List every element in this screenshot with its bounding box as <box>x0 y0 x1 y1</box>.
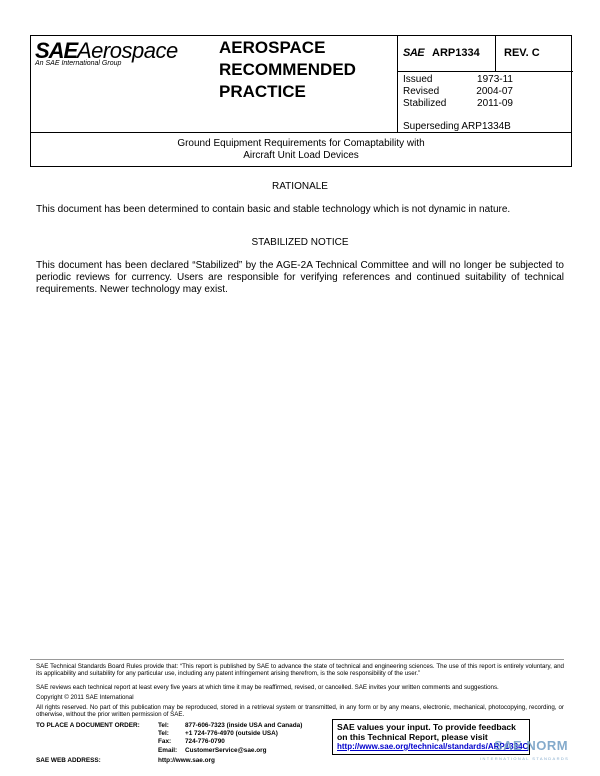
date-row <box>403 74 513 86</box>
footer-rights: All rights reserved. No part of this publication may be reproduced, stored in a retrieval system or transmitted, in any form or by any means, electronic, mechanical, photocopying, recording, or otherwise, without the prior written permission of SAE. <box>36 704 564 719</box>
feedback-link[interactable]: http://www.sae.org/technical/standards/ARP1334C <box>337 742 529 751</box>
document-number: ARP1334 <box>432 47 480 59</box>
contact-key: Fax: <box>158 738 172 746</box>
web-address-link[interactable]: http://www.sae.org <box>158 757 215 764</box>
date-label: Revised <box>403 86 440 97</box>
document-title-line: Aircraft Unit Load Devices <box>243 150 359 161</box>
contact-value: 877-606-7323 (inside USA and Canada) <box>185 722 303 729</box>
feedback-text: on this Technical Report, please visit <box>337 732 488 742</box>
feedback-text: SAE values your input. To provide feedback <box>337 722 516 732</box>
contact-row <box>158 747 302 755</box>
stabilized-text: This document has been declared “Stabilized” by the AGE-2A Technical Committee and will no longer be subjected to periodic reviews for currency. Users are responsible for verifying references and continued suitability of technical requirements. Newer technology may exist. <box>36 260 564 295</box>
title-line: PRACTICE <box>219 82 306 101</box>
footer-review: SAE reviews each technical report at least every five years at which time it may be reaffirmed, revised, or cancelled. SAE invites your written comments and suggestions. <box>36 684 499 691</box>
date-value: 2011-09 <box>477 98 513 109</box>
document-title <box>30 138 572 162</box>
contact-row <box>158 722 302 730</box>
contact-value: +1 724-776-4970 (outside USA) <box>185 730 278 738</box>
header-divider <box>397 71 573 72</box>
logo-sae: SAE <box>35 38 78 63</box>
web-address-label: SAE WEB ADDRESS: <box>36 757 101 764</box>
revision-label: REV. C <box>504 47 540 59</box>
date-row <box>403 86 513 98</box>
contact-email[interactable]: CustomerService@sae.org <box>185 746 267 754</box>
rationale-text: This document has been determined to contain basic and stable technology which is not dynamic in nature. <box>36 204 511 215</box>
date-block <box>403 74 513 110</box>
footer-copyright: Copyright © 2011 SAE International <box>36 694 134 701</box>
title-line: AEROSPACE <box>219 38 326 57</box>
stabilized-heading: STABILIZED NOTICE <box>251 237 349 248</box>
watermark-subtext: INTERNATIONAL STANDARDS <box>480 756 570 761</box>
date-value: 1973-11 <box>477 74 513 85</box>
date-value: 2004-07 <box>476 86 513 97</box>
superseding-note: Superseding ARP1334B <box>403 121 511 132</box>
footer-rules: SAE Technical Standards Board Rules provide that: “This report is published by SAE to advance the state of technical and engineering sciences. The use of this report is entirely voluntary, and its applicability and suitability for any particular use, including any patent infringement arising therefrom, is the sole responsibility of the user.” <box>36 663 564 678</box>
logo-subtitle: An SAE International Group <box>35 60 122 67</box>
footer-divider <box>30 659 564 660</box>
sae-mark: SAE <box>403 47 425 59</box>
document-title-line: Ground Equipment Requirements for Comaptability with <box>177 138 425 149</box>
date-label: Issued <box>403 74 433 85</box>
contact-row <box>158 730 302 738</box>
date-row <box>403 98 513 110</box>
date-label: Stabilized <box>403 98 447 109</box>
order-label: TO PLACE A DOCUMENT ORDER: <box>36 722 140 729</box>
rationale-heading: RATIONALE <box>272 181 328 192</box>
document-type-title <box>219 37 359 103</box>
header-divider <box>495 36 496 71</box>
logo-aerospace: Aerospace <box>77 38 178 63</box>
contact-value: 724-776-0790 <box>185 738 225 746</box>
contact-key: Email: <box>158 746 178 754</box>
contact-row <box>158 738 302 746</box>
contact-list <box>158 722 302 755</box>
header-divider <box>397 36 398 132</box>
contact-key: Tel: <box>158 722 169 729</box>
contact-key: Tel: <box>158 730 169 738</box>
title-line: RECOMMENDED <box>219 60 356 79</box>
watermark-text: SAE NORM <box>494 738 569 753</box>
